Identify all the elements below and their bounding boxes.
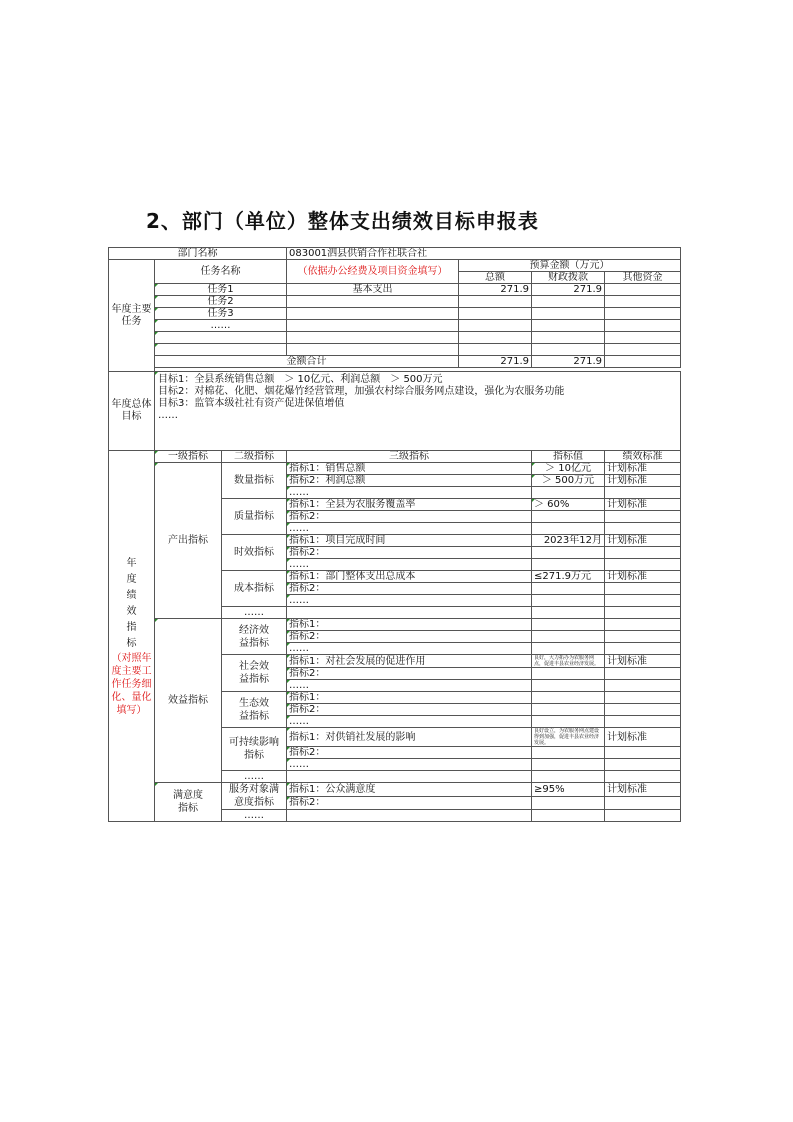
standard-header: 绩效标准 [605,451,681,463]
indicator-standard[interactable] [605,704,681,716]
indicator-value[interactable] [532,631,605,643]
satisfaction-more: …… [222,810,287,822]
output-label: 产出指标 [155,463,222,619]
indicator-name[interactable]: 指标1：对供销社发展的影响 [287,728,532,747]
indicator-standard[interactable]: 计划标准 [605,571,681,583]
indicator-standard[interactable] [605,643,681,655]
perf-section-label [109,451,155,822]
indicator-standard[interactable] [605,771,681,783]
indicator-standard[interactable] [605,668,681,680]
indicator-value[interactable] [532,487,605,499]
indicator-value[interactable] [532,643,605,655]
task-total[interactable] [459,344,532,356]
indicator-value[interactable] [532,680,605,692]
indicator-value[interactable] [532,796,605,810]
col-other-header: 其他资金 [605,272,681,284]
indicator-name[interactable]: …… [287,595,532,607]
sum-label: 金额合计 [155,356,459,368]
task-content[interactable] [287,332,459,344]
indicator-name[interactable]: 指标1：全县为农服务覆盖率 [287,499,532,511]
indicator-name[interactable]: 指标1：部门整体支出总成本 [287,571,532,583]
indicator-name[interactable]: 指标2： [287,668,532,680]
indicator-value[interactable] [532,771,605,783]
perf-section-title: 年度绩效指标 [126,557,137,649]
indicator-standard[interactable] [605,810,681,822]
task-name: …… [155,320,287,332]
task-content[interactable] [287,320,459,332]
task-fiscal[interactable] [532,344,605,356]
dept-row [109,248,681,260]
indicator-row [109,463,681,475]
indicator-standard[interactable] [605,759,681,771]
perf-header-row [109,451,681,463]
indicator-standard[interactable] [605,796,681,810]
indicator-name[interactable]: 指标2：利润总额 [287,475,532,487]
indicator-standard[interactable] [605,583,681,595]
indicator-standard[interactable] [605,547,681,559]
indicator-name[interactable]: 指标2： [287,631,532,643]
indicator-value[interactable] [532,559,605,571]
sustainable-label: 可持续影响指标 [222,728,287,771]
task-row [109,308,681,320]
dept-label: 部门名称 [109,248,287,260]
indicator-value[interactable]: ≥95% [532,783,605,797]
task-total[interactable] [459,296,532,308]
page-title: 2、部门（单位）整体支出绩效目标申报表 [146,209,539,233]
indicator-name[interactable]: …… [287,759,532,771]
col-fiscal-header: 财政拨款 [532,272,605,284]
task-name: 任务3 [155,308,287,320]
value-header: 指标值 [532,451,605,463]
indicator-value[interactable]: 良好，大力拓办为农服务网点，促进丰县农业经济发展。 [532,655,605,668]
task-row [109,332,681,344]
ecological-label: 生态效益指标 [222,692,287,728]
indicator-value[interactable]: ＞ 10亿元 [532,463,605,475]
indicator-standard[interactable]: 计划标准 [605,463,681,475]
task-other[interactable] [605,344,681,356]
indicator-standard[interactable] [605,747,681,759]
indicator-value[interactable] [532,759,605,771]
task-name [155,332,287,344]
satisfaction-label: 满意度指标 [155,783,222,822]
indicator-value[interactable]: 2023年12月 [532,535,605,547]
indicator-value[interactable] [532,810,605,822]
perf-section-note: （对照年度主要工作任务细化、量化填写） [111,652,152,716]
goals-section-label: 年度总体目标 [109,372,155,451]
indicator-standard[interactable]: 计划标准 [605,475,681,487]
task-section-label: 年度主要任务 [109,260,155,372]
indicator-name[interactable]: 指标2： [287,747,532,759]
task-sum-row [109,356,681,368]
sum-total[interactable]: 271.9 [459,356,532,368]
goal-line: …… [158,410,178,421]
indicator-name[interactable]: 指标1： [287,692,532,704]
task-total[interactable] [459,332,532,344]
task-total[interactable] [459,320,532,332]
goal-line: 目标2：对棉花、化肥、烟花爆竹经营管理，加强农村综合服务网点建设，强化为农服务功能 [158,386,565,397]
indicator-name[interactable]: 指标1：对社会发展的促进作用 [287,655,532,668]
task-fiscal[interactable]: 271.9 [532,284,605,296]
indicator-row [109,783,681,797]
indicator-name[interactable] [287,607,532,619]
economic-label: 经济效益指标 [222,619,287,655]
indicator-standard[interactable] [605,692,681,704]
indicator-value[interactable] [532,595,605,607]
task-row [109,284,681,296]
cost-label: 成本指标 [222,571,287,607]
indicator-standard[interactable]: 计划标准 [605,535,681,547]
task-other[interactable] [605,284,681,296]
task-row [109,296,681,308]
indicator-standard[interactable] [605,595,681,607]
timeliness-label: 时效指标 [222,535,287,571]
lvl2-header: 二级指标 [222,451,287,463]
indicator-standard[interactable]: 计划标准 [605,655,681,668]
indicator-standard[interactable] [605,559,681,571]
indicator-name[interactable]: …… [287,643,532,655]
indicator-standard[interactable] [605,680,681,692]
task-fiscal[interactable] [532,296,605,308]
indicator-value[interactable] [532,583,605,595]
task-fiscal[interactable] [532,320,605,332]
lvl3-header: 三级指标 [287,451,532,463]
task-name-note: （依据办公经费及项目资金填写） [287,260,459,284]
indicator-standard[interactable] [605,631,681,643]
indicator-value[interactable]: ＞ 60% [532,499,605,511]
task-content[interactable] [287,296,459,308]
task-other[interactable] [605,308,681,320]
indicator-value[interactable] [532,747,605,759]
indicator-name[interactable]: 指标2： [287,583,532,595]
task-name [155,344,287,356]
output-more: …… [222,607,287,619]
indicator-value[interactable] [532,607,605,619]
goals-text[interactable] [155,372,681,451]
task-fiscal[interactable] [532,308,605,320]
indicator-name[interactable]: 指标2： [287,511,532,523]
benefit-more: …… [222,771,287,783]
task-content[interactable] [287,308,459,320]
task-other[interactable] [605,296,681,308]
indicator-name[interactable]: 指标1：销售总额 [287,463,532,475]
quantity-label: 数量指标 [222,463,287,499]
indicator-standard[interactable] [605,511,681,523]
indicator-value[interactable] [532,704,605,716]
indicator-value[interactable]: ≤271.9万元 [532,571,605,583]
sum-other[interactable] [605,356,681,368]
task-total[interactable] [459,308,532,320]
social-label: 社会效益指标 [222,655,287,692]
lvl1-header: 一级指标 [155,451,222,463]
indicator-value[interactable]: 良好设立，为农服务网点建设得到加强，促进丰县农业经济发展。 [532,728,605,747]
indicator-name[interactable]: …… [287,487,532,499]
task-name-header: 任务名称 [155,260,287,284]
task-other[interactable] [605,332,681,344]
indicator-row [109,619,681,631]
task-content[interactable]: 基本支出 [287,284,459,296]
task-name: 任务1 [155,284,287,296]
dept-value[interactable]: 083001泗县供销合作社联合社 [287,248,681,260]
indicator-value[interactable] [532,716,605,728]
indicator-name[interactable]: 指标1：项目完成时间 [287,535,532,547]
goals-row [109,372,681,451]
indicator-name[interactable]: 指标2： [287,796,532,810]
goal-line: 目标1：全县系统销售总额 ＞ 10亿元、利润总额 ＞ 500万元 [158,374,443,385]
benefit-label: 效益指标 [155,619,222,783]
indicator-value[interactable] [532,692,605,704]
indicator-name[interactable]: …… [287,559,532,571]
indicator-value[interactable] [532,511,605,523]
indicator-value[interactable] [532,619,605,631]
indicator-standard[interactable] [605,716,681,728]
budget-header: 预算金额（万元） [459,260,681,272]
indicator-standard[interactable] [605,523,681,535]
indicator-standard[interactable] [605,607,681,619]
indicator-standard[interactable]: 计划标准 [605,499,681,511]
task-total[interactable]: 271.9 [459,284,532,296]
service-satisfaction-label: 服务对象满意度指标 [222,783,287,810]
task-row [109,320,681,332]
sum-fiscal[interactable]: 271.9 [532,356,605,368]
task-header-row-1 [109,260,681,272]
indicator-standard[interactable] [605,487,681,499]
indicator-name[interactable]: 指标2： [287,704,532,716]
indicator-value[interactable] [532,547,605,559]
indicator-standard[interactable] [605,619,681,631]
indicator-value[interactable] [532,668,605,680]
indicator-name[interactable]: …… [287,716,532,728]
indicator-name[interactable]: 指标1：公众满意度 [287,783,532,797]
task-fiscal[interactable] [532,332,605,344]
task-other[interactable] [605,320,681,332]
indicator-name[interactable]: …… [287,523,532,535]
indicator-standard[interactable]: 计划标准 [605,728,681,747]
indicator-value[interactable]: ＞ 500万元 [532,475,605,487]
indicator-standard[interactable]: 计划标准 [605,783,681,797]
performance-target-form [108,247,681,822]
goal-line: 目标3：监管本级社社有资产促进保值增值 [158,398,345,409]
indicator-name[interactable]: 指标2： [287,547,532,559]
col-total-header: 总额 [459,272,532,284]
task-content[interactable] [287,344,459,356]
quality-label: 质量指标 [222,499,287,535]
task-name: 任务2 [155,296,287,308]
indicator-value[interactable] [532,523,605,535]
indicator-name[interactable]: …… [287,680,532,692]
indicator-name[interactable] [287,771,532,783]
indicator-name[interactable]: 指标1： [287,619,532,631]
task-row [109,344,681,356]
indicator-name[interactable] [287,810,532,822]
